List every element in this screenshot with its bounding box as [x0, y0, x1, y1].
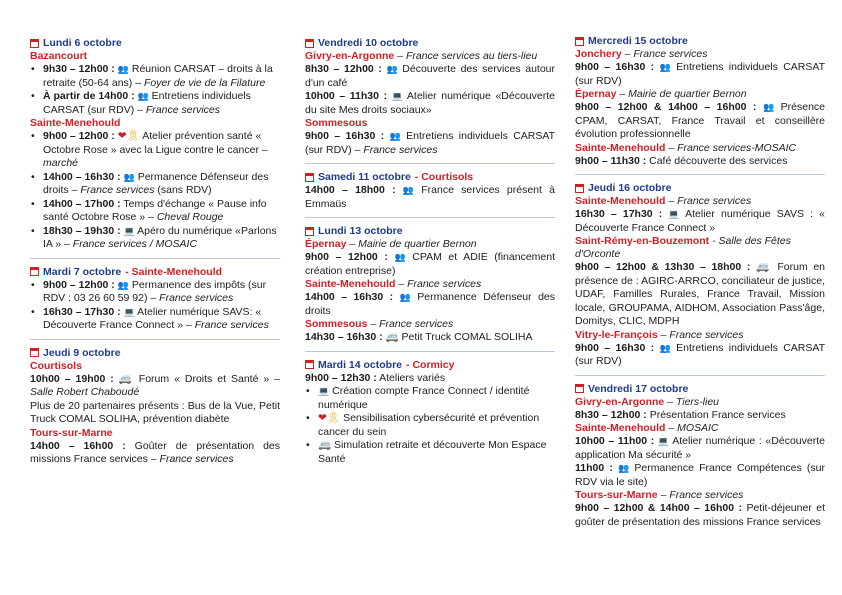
column-3 [575, 0, 825, 529]
calendar-icon [30, 267, 39, 276]
event-line: 9h00 – 12h00 : 👥 CPAM et ADIE (financement création entreprise) [305, 251, 556, 277]
day-title: Samedi 11 octobre [318, 171, 411, 183]
event-line: 10h00 – 11h00 : 💻 Atelier numérique : «Découverte application Ma sécurité » [575, 435, 825, 461]
event-line: 8h30 – 12h00 : Présentation France services [575, 408, 786, 421]
van-icon: 🚐 [118, 372, 134, 385]
people-icon: 👥 [659, 62, 671, 72]
people-icon: 👥 [762, 102, 775, 112]
day-place: - Sainte-Menehould [125, 265, 223, 278]
event-item: • 14h00 – 16h30 : 👥 Permanence Défenseur des droits – France services (sans RDV) [30, 171, 280, 198]
day-header [30, 36, 280, 50]
day-title: Vendredi 10 octobre [318, 37, 419, 49]
column-1 [30, 0, 280, 467]
people-icon: 👥 [117, 64, 129, 74]
event-line: 14h00 – 16h30 : 👥 Permanence Défenseur des droits [305, 291, 555, 317]
van-icon: 🚐 [755, 261, 772, 273]
day-title: Mercredi 15 octobre [588, 35, 688, 47]
day-friday-17 [575, 382, 825, 530]
van-icon: 🚐 [318, 439, 332, 451]
event-item: • 16h30 – 17h30 : 💻 Atelier numérique SAVS: « Découverte France Connect » – France services [30, 306, 280, 333]
event-line: 8h30 – 12h00 : 👥 Découverte des services autour d'un café [305, 63, 556, 89]
place-name: Sainte-Menehould – France services [575, 195, 752, 207]
place-name: Vitry-le-François – France services [575, 328, 744, 341]
heart-icon: ❤ [117, 130, 127, 142]
day-header [305, 358, 555, 372]
calendar-icon [575, 37, 584, 46]
day-wednesday-15 [575, 34, 825, 168]
event-item: • 9h00 – 12h00 : 👥 Permanence des impôts (sur RDV : 03 26 60 59 92) – France services [30, 279, 280, 306]
laptop-icon: 💻 [123, 225, 135, 236]
calendar-icon [305, 39, 314, 48]
laptop-icon: 💻 [391, 91, 403, 101]
divider [575, 375, 825, 376]
day-place: - Courtisols [414, 171, 474, 183]
event-item: • 🚐 Simulation retraite et découverte Mon Espace Santé [305, 439, 555, 466]
people-icon: 👥 [386, 64, 398, 74]
divider [30, 258, 280, 259]
day-friday-10 [305, 36, 555, 157]
divider [30, 339, 280, 340]
place-name: Jonchery – France services [575, 48, 708, 60]
people-icon: 👥 [402, 185, 415, 195]
day-header [305, 224, 555, 238]
event-line: 9h00 – 12h00 & 14h00 – 16h00 : Petit-déjeuner et goûter de présentation des missions France services [575, 502, 826, 528]
event-line: 10h00 – 11h30 : 💻 Atelier numérique «Découverte du site Mes droits sociaux» [305, 90, 555, 116]
people-icon: 👥 [117, 279, 129, 290]
divider [305, 217, 555, 218]
people-icon: 👥 [137, 91, 149, 101]
divider [305, 163, 555, 164]
day-header [575, 181, 825, 195]
people-icon: 👥 [123, 171, 135, 182]
people-icon: 👥 [659, 342, 671, 353]
ribbon-icon: 🎗 [126, 130, 140, 142]
event-item: • 14h00 – 17h00 : Temps d'échange « Pause info santé Octobre Rose » – Cheval Rouge [30, 198, 280, 225]
divider [575, 174, 825, 175]
calendar-icon [305, 227, 314, 236]
place-name: Sainte-Menehould – MOSAIC [575, 422, 719, 434]
day-tuesday-14 [305, 358, 555, 467]
event-line: 14h00 – 16h00 : Goûter de présentation des missions France services – France services [30, 439, 280, 465]
day-header [30, 265, 280, 279]
day-title: Mardi 7 octobre [43, 265, 122, 278]
heart-icon: ❤ [318, 412, 327, 424]
place-name: Bazancourt [30, 50, 88, 62]
event-line: 14h00 – 18h00 : 👥 France services présent à Emmaüs [305, 184, 555, 210]
place-name: Courtisols [30, 359, 82, 372]
place-name: Sainte-Menehould [30, 117, 121, 129]
calendar-icon [30, 39, 39, 48]
people-icon: 👥 [389, 131, 401, 141]
divider [305, 351, 555, 352]
place-name: Sommesous [305, 117, 368, 129]
place-name: Sommesous – France services [305, 318, 454, 330]
day-saturday-11 [305, 170, 555, 211]
day-title: Jeudi 16 octobre [588, 182, 672, 194]
day-tuesday-7 [30, 265, 280, 333]
day-header [305, 170, 555, 184]
people-icon: 👥 [618, 463, 630, 473]
day-title: Lundi 13 octobre [318, 225, 403, 237]
event-item: • 9h00 – 12h00 : ❤🎗 Atelier prévention santé « Octobre Rose » avec la Ligue contre le cancer – marché [30, 130, 280, 171]
event-line: 11h00 : 👥 Permanence France Compétences (sur RDV via le site) [575, 462, 825, 488]
laptop-icon: 💻 [318, 386, 330, 396]
day-header [305, 36, 555, 50]
day-title: Vendredi 17 octobre [588, 382, 689, 395]
day-title: Mardi 14 octobre [318, 358, 403, 371]
place-name: Saint-Rémy-en-Bouzemont - Salle des Fêtes d'Orconte [575, 235, 791, 260]
laptop-icon: 💻 [657, 436, 670, 446]
calendar-icon [30, 348, 39, 357]
van-icon: 🚐 [385, 331, 399, 343]
event-line: 9h00 – 12h00 & 14h00 – 16h00 : 👥 Présence CPAM, CARSAT, France Travail et conseillère évolution professionnelle [575, 101, 826, 140]
column-2 [305, 0, 555, 466]
day-title: Jeudi 9 octobre [43, 346, 121, 359]
place-name: Givry-en-Argonne – France services au tiers-lieu [305, 50, 538, 62]
day-header [575, 382, 825, 396]
event-line: 16h30 – 17h30 : 💻 Atelier numérique SAVS : « Découverte France Connect » [575, 208, 825, 234]
event-item: • 18h30 – 19h30 : 💻 Apéro du numérique «Parlons IA » – France services / MOSAIC [30, 225, 280, 252]
day-monday-13 [305, 224, 555, 345]
calendar-icon [305, 173, 314, 182]
place-name: Sainte-Menehould – France services-MOSAIC [575, 141, 797, 154]
place-name: Tours-sur-Marne [30, 426, 113, 439]
place-name: Sainte-Menehould – France services [305, 278, 482, 290]
event-item: • À partir de 14h00 : 👥 Entretiens individuels CARSAT (sur RDV) – France services [30, 90, 280, 117]
place-name: Tours-sur-Marne – France services [575, 489, 744, 501]
event-line: 9h00 – 12h00 & 13h30 – 18h00 : 🚐 Forum en présence de : AGIRC-ARRCO, conciliateur de justice, UDAF, Familles Rurales, France Travail, Mission locale, GROUPAMA, AIDHOM, Association Pass'âge, Domitys, CLIC, MDPH [575, 261, 826, 327]
place-name: Givry-en-Argonne – Tiers-lieu [575, 395, 720, 408]
day-header [30, 346, 280, 360]
event-line: 9h00 – 12h30 : Ateliers variés [305, 371, 446, 384]
day-thursday-16 [575, 181, 825, 369]
event-line: 9h00 – 16h30 : 👥 Entretiens individuels CARSAT (sur RDV) – France services [305, 130, 555, 156]
event-line: 9h00 – 11h30 : Café découverte des services [575, 154, 788, 167]
event-line: 14h30 – 16h30 : 🚐 Petit Truck COMAL SOLIHA [305, 331, 533, 343]
people-icon: 👥 [394, 252, 406, 262]
event-item: • ❤🎗 Sensibilisation cybersécurité et prévention cancer du sein [305, 412, 555, 439]
ribbon-icon: 🎗 [326, 412, 341, 424]
laptop-icon: 💻 [123, 306, 135, 317]
calendar-icon [575, 384, 584, 393]
event-line: 10h00 – 19h00 : 🚐 Forum « Droits et Santé » – Salle Robert Chaboudé [30, 372, 280, 398]
event-line: Plus de 20 partenaires présents : Bus de la Vue, Petit Truck COMAL SOLIHA, prévention diabète [30, 399, 280, 425]
people-icon: 👥 [399, 292, 411, 302]
event-item: • 💻 Création compte France Connect / identité numérique [305, 385, 555, 412]
day-thursday-9 [30, 346, 280, 467]
day-place: - Cormicy [406, 358, 455, 371]
calendar-icon [305, 360, 314, 369]
event-line: 9h00 – 16h30 : 👥 Entretiens individuels CARSAT (sur RDV) [575, 341, 825, 367]
event-line: 9h00 – 16h30 : 👥 Entretiens individuels CARSAT (sur RDV) [575, 61, 825, 87]
event-item: • 9h30 – 12h00 : 👥 Réunion CARSAT – droits à la retraite (50-64 ans) – Foyer de vie de la Filature [30, 63, 280, 90]
day-title: Lundi 6 octobre [43, 37, 122, 49]
calendar-icon [575, 184, 584, 193]
place-name: Épernay – Mairie de quartier Bernon [575, 88, 747, 100]
place-name: Épernay – Mairie de quartier Bernon [305, 238, 477, 250]
day-header [575, 34, 825, 48]
day-monday-6 [30, 36, 280, 252]
laptop-icon: 💻 [668, 209, 680, 219]
